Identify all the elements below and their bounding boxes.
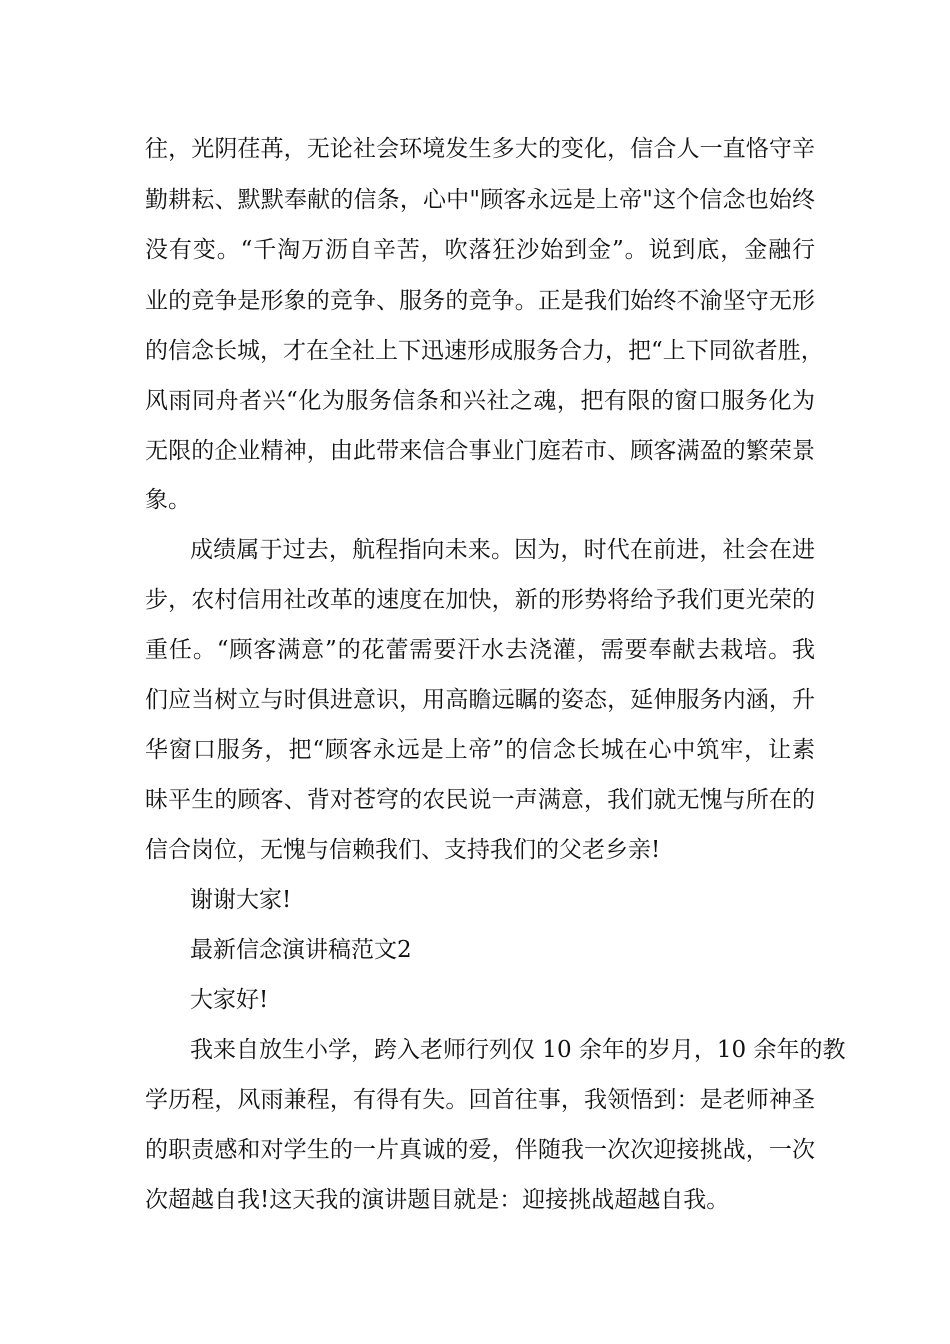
paragraph-line: 步，农村信用社改革的速度在加快，新的形势将给予我们更光荣的 xyxy=(145,587,815,613)
paragraph-line: 往，光阴荏苒，无论社会环境发生多大的变化，信合人一直恪守辛 xyxy=(145,136,815,162)
paragraph-line: 没有变。“千淘万沥自辛苦，吹落狂沙始到金”。说到底，金融行 xyxy=(145,237,815,263)
paragraph-line: 成绩属于过去，航程指向未来。因为，时代在前进，社会在进 xyxy=(190,537,815,563)
paragraph-line: 业的竞争是形象的竞争、服务的竞争。正是我们始终不渝坚守无形 xyxy=(145,288,815,314)
paragraph-line: 的信念长城，才在全社上下迅速形成服务合力，把“上下同欲者胜， xyxy=(145,338,824,364)
paragraph-line: 勤耕耘、默默奉献的信条，心中"顾客永远是上帝"这个信念也始终 xyxy=(145,187,815,213)
paragraph-line: 重任。“顾客满意”的花蕾需要汗水去浇灌，需要奉献去栽培。我 xyxy=(145,637,815,663)
paragraph-line: 无限的企业精神，由此带来信合事业门庭若市、顾客满盈的繁荣景 xyxy=(145,438,815,464)
paragraph-line: 谢谢大家! xyxy=(190,887,292,913)
paragraph-line: 风雨同舟者兴“化为服务信条和兴社之魂，把有限的窗口服务化为 xyxy=(145,388,815,414)
paragraph-line: 昧平生的顾客、背对苍穹的农民说一声满意，我们就无愧与所在的 xyxy=(145,787,815,813)
paragraph-line: 我来自放生小学，跨入老师行列仅 10 余年的岁月，10 余年的教 xyxy=(190,1037,846,1063)
paragraph-line: 信合岗位，无愧与信赖我们、支持我们的父老乡亲! xyxy=(145,837,661,863)
paragraph-line: 大家好! xyxy=(190,987,269,1013)
paragraph-line: 象。 xyxy=(145,487,191,513)
paragraph-line: 华窗口服务，把“顾客永远是上帝”的信念长城在心中筑牢，让素 xyxy=(145,737,815,763)
section-heading: 最新信念演讲稿范文2 xyxy=(190,937,412,963)
paragraph-line: 学历程，风雨兼程，有得有失。回首往事，我领悟到：是老师神圣 xyxy=(145,1087,815,1113)
paragraph-line: 次超越自我!这天我的演讲题目就是：迎接挑战超越自我。 xyxy=(145,1187,730,1213)
paragraph-line: 的职责感和对学生的一片真诚的爱，伴随我一次次迎接挑战，一次 xyxy=(145,1137,815,1163)
paragraph-line: 们应当树立与时俱进意识，用高瞻远瞩的姿态，延伸服务内涵，升 xyxy=(145,687,815,713)
